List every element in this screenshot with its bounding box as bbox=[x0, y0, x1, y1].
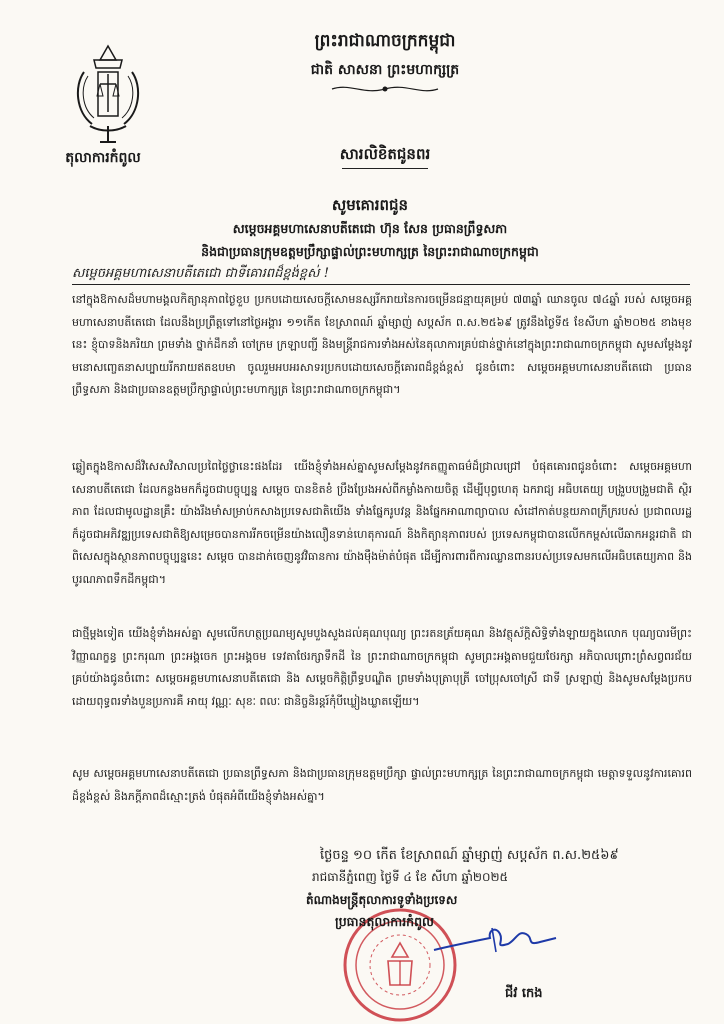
salutation: សម្តេចអគ្គមហាសេនាបតីតេជោ ជាទីគោរពដ៏ខ្ពង់ខ្ពស់ ! bbox=[72, 266, 329, 281]
body-paragraph-2: ឆ្លៀតក្នុងឱកាសដ៏វិសេសវិសាលប្រពៃថ្លៃថ្លានេះផងដែរ យើងខ្ញុំទាំងអស់គ្នាសូមសម្តែងនូវកតញ្ញូតាធម៌ដ៏ជ្រាលជ្រៅ បំផុតគោរពជូនចំពោះ សម្តេចអគ្គមហាសេនាបតីតេជោ ដែលកន្លងមកក៏ដូចជាបច្ចុប្បន្ន សម្តេច បានខិតខំ ប្រឹងប្រែងអស់ពីកម្លាំងកាយចិត្ត ដើម្បីបុព្វហេតុ ឯករាជ្យ អធិបតេយ្យ បង្រួបបង្រួមជាតិ ស្ថិរភាព ដែលជាមូលដ្ឋានគ្រឹះ យ៉ាងរឹងមាំសម្រាប់កសាងប្រទេសជាតិយើង ទាំងផ្នែករូបវន្ត និងផ្នែកអាណាព្យាបាល សំដៅកាត់បន្ថយភាពក្រីក្ររបស់ ប្រជាពលរដ្ឋ ក៏ដូចជាអភិវឌ្ឍប្រទេសជាតិឱ្យសម្រេចបានការរីកចម្រើនយ៉ាងលឿនទាន់ហេតុការណ៍ និងកិត្យានុភាពរបស់ ប្រទេសកម្ពុជាបានលើកកម្ពស់លើឆាកអន្តរជាតិ ជាពិសេសក្នុងស្ថានភាពបច្ចុប្បន្ននេះ សម្តេច បានដាក់ចេញនូវវិធានការ យ៉ាងម៉ឺងម៉ាត់បំផុត ដើម្បីការពារពីការឈ្លានពានរបស់ប្រទេសមកលើអធិបតេយ្យភាព និងបូរណភាពទឹកដីកម្ពុជា។ bbox=[72, 460, 692, 586]
signatory-organization: តំណាងមន្ត្រីតុលាការទូទាំងប្រទេស bbox=[306, 893, 458, 907]
handwritten-signature-icon bbox=[430, 920, 560, 960]
body-paragraph-4: សូម សម្តេចអគ្គមហាសេនាបតីតេជោ ប្រធានព្រឹទ្ធសភា និងជាប្រធានក្រុមឧត្តមប្រឹក្សា ផ្ទាល់ព្រះមហាក្សត្រ នៃព្រះរាជាណាចក្រកម្ពុជា មេត្តាទទួលនូវការគោរពដ៏ខ្ពង់ខ្ពស់ និងភក្តីភាពដ៏ស្មោះត្រង់ បំផុតអំពីយើងខ្ញុំទាំងអស់គ្នា។ bbox=[72, 767, 692, 803]
addressee-block bbox=[70, 217, 670, 263]
national-motto: ជាតិ សាសនា ព្រះមហាក្សត្រ bbox=[310, 62, 460, 78]
addressee-line-2: និងជាប្រធានក្រុមឧត្តមប្រឹក្សាផ្ទាល់ព្រះមហាក្សត្រ នៃព្រះរាជាណាចក្រកម្ពុជា bbox=[201, 244, 539, 259]
letter-type-title: សារលិខិតជូនពរ bbox=[339, 145, 431, 163]
body-paragraph-3: ជាថ្មីម្តងទៀត យើងខ្ញុំទាំងអស់គ្នា សូមលើកហត្ថប្រណម្យសូមបួងសួងដល់គុណបុណ្យ ព្រះរតនត្រ័យគុណ និងវត្ថុស័ក្តិសិទ្ធិទាំងឡាយក្នុងលោក បុណ្យបារមីព្រះវិញ្ញាណក្ខន្ធ ព្រះករុណា ព្រះអង្គចេក ព្រះអង្គចម ទេវតាថែរក្សាទឹកដី នៃ ព្រះរាជាណាចក្រកម្ពុជា សូមព្រះអង្គតាមជួយថែរក្សា អភិបាលព្រោះព្រំសព្វពរជ័យ គ្រប់យ៉ាងជូនចំពោះ សម្តេចអគ្គមហាសេនាបតីតេជោ និង សម្តេចកិត្តិព្រឹទ្ធបណ្ឌិត ព្រមទាំងបុត្រាបុត្រី ចៅប្រុសចៅស្រី ជាទី ស្រឡាញ់ និងសូមសម្តែងប្រកបដោយពុទ្ធពរទាំងបួនប្រការគឺ អាយុ វណ្ណៈ សុខៈ ពលៈ ជានិច្ចនិរន្តរ៍កុំបីឃ្លៀងឃ្លាតឡើយ។ bbox=[72, 627, 692, 708]
signatory-name: ជីវ កេង bbox=[505, 986, 543, 1001]
kingdom-title: ព្រះរាជាណាចក្រកម្ពុជា bbox=[314, 31, 456, 51]
signatory-title: ប្រធានតុលាការកំពូល bbox=[335, 914, 434, 929]
court-emblem-icon bbox=[70, 42, 146, 146]
lunar-date: ថ្ងៃចន្ទ ១០ កើត ខែស្រាពណ៍ ឆ្នាំម្សាញ់ សប្តស័ក ព.ស.២៥៦៩ bbox=[320, 848, 619, 863]
body-paragraph-1: នៅក្នុងឱកាសដ៏មហាមង្គលកិត្យានុភាពថ្ងៃខួប ប្រកបដោយសេចក្តីសោមនស្សរីករាយនៃការចម្រើនជន្មាយុគម្រប់ ៧៣ឆ្នាំ ឈានចូល ៧៤ឆ្នាំ របស់ សម្តេចអគ្គមហាសេនាបតីតេជោ ដែលនឹងប្រព្រឹត្តទៅនៅថ្ងៃអង្គារ ១១កើត ខែស្រាពណ៍ ឆ្នាំម្សាញ់ សប្តស័ក ព.ស.២៥៦៩ ត្រូវនឹងថ្ងៃទី៥ ខែសីហា ឆ្នាំ២០២៥ ខាងមុខនេះ ខ្ញុំបាទនិងភរិយា ព្រមទាំង ថ្នាក់ដឹកនាំ ចៅក្រម ក្រឡាបញ្ជី និងមន្ត្រីរាជការទាំងអស់នៃតុលាការគ្រប់ជាន់ថ្នាក់នៅក្នុងព្រះរាជាណាចក្រកម្ពុជា សូមសម្តែងនូវមនោសញ្ចេតនាសប្បាយរីករាយឥតឧបមា ចូលរួមអបអរសាទរប្រកបដោយសេចក្តីគោរពដ៏ខ្ពង់ខ្ពស់ ជូនចំពោះ សម្តេចអគ្គមហាសេនាបតីតេជោ ប្រធានព្រឹទ្ធសភា និងជាប្រធានឧត្តមប្រឹក្សាផ្ទាល់ព្រះមហាក្សត្រ នៃព្រះរាជាណាចក្រកម្ពុជា។ bbox=[72, 293, 692, 396]
place-date: រាជធានីភ្នំពេញ ថ្ងៃទី ៤ ខែ សីហា ឆ្នាំ២០២៥ bbox=[312, 870, 509, 884]
addressee-line-1: សម្តេចអគ្គមហាសេនាបតីតេជោ ហ៊ុន សែន ប្រធានព្រឹទ្ធសភា bbox=[232, 221, 508, 236]
court-name: តុលាការកំពូល bbox=[65, 150, 141, 166]
salutation-underline bbox=[72, 284, 690, 285]
ornament-divider-icon bbox=[330, 82, 440, 96]
title-underline bbox=[342, 168, 428, 169]
respect-line: សូមគោរពជូន bbox=[331, 196, 409, 214]
